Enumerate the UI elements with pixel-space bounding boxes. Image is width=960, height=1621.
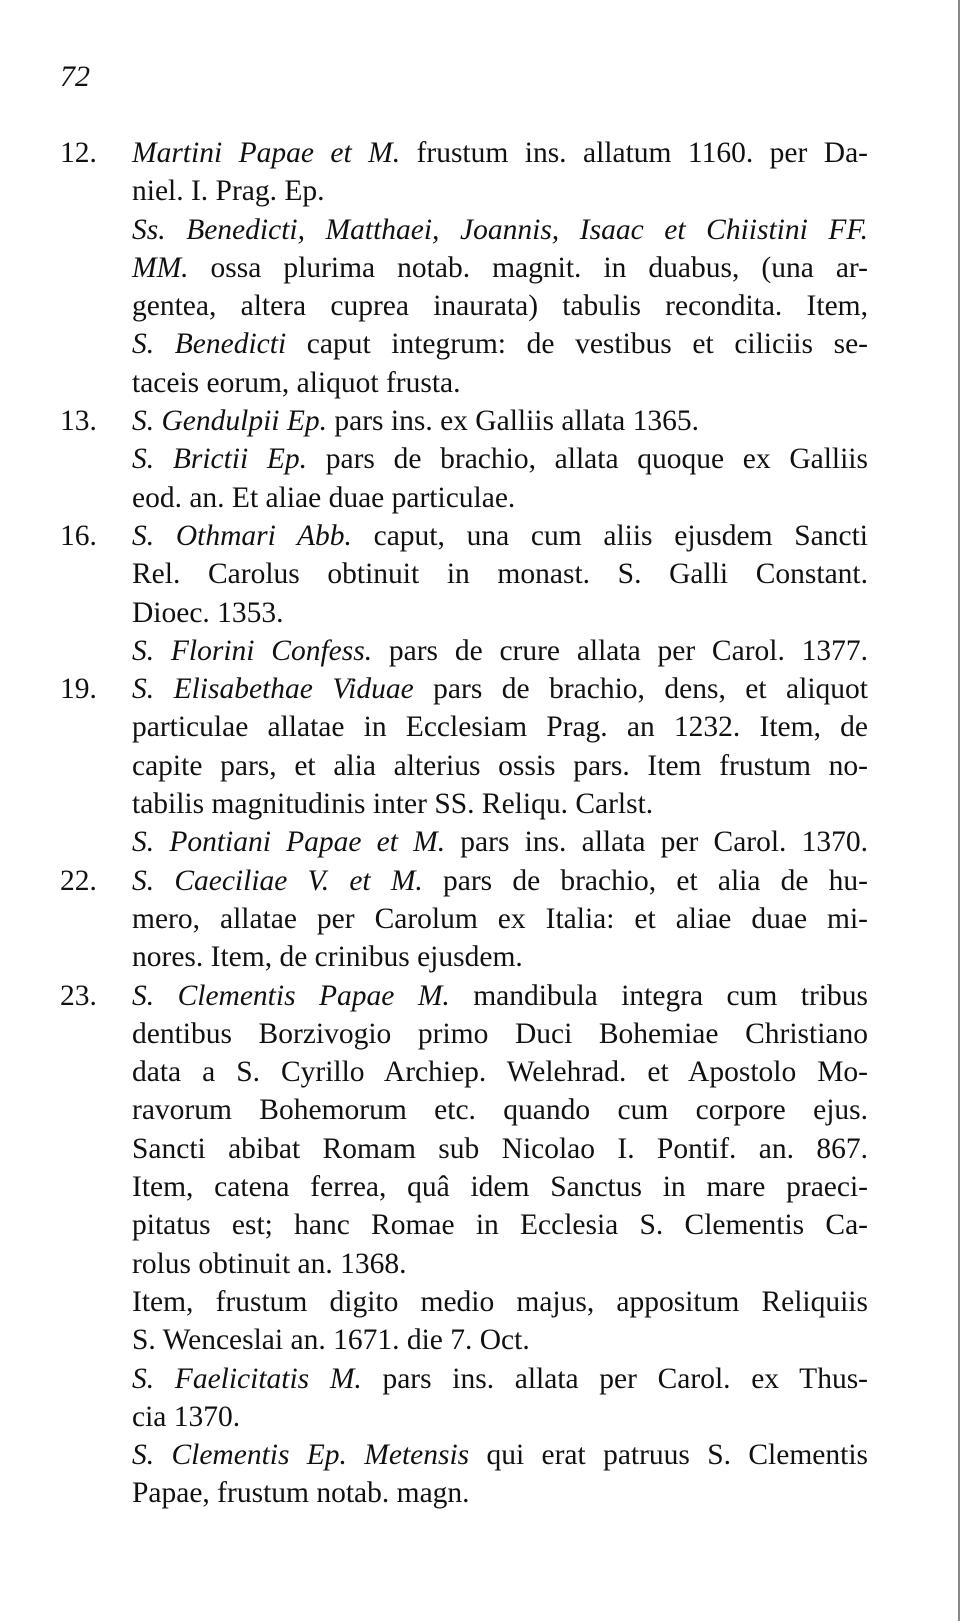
text-line [132, 479, 868, 517]
body-text [60, 134, 868, 1513]
entry-text [132, 977, 868, 1283]
text-segment: data a S. Cyrillo Archiep. Welehrad. et Apostolo Mo- [132, 1056, 868, 1089]
text-line [132, 1015, 868, 1053]
text-segment: particulae allatae in Ecclesiam Prag. an 1232. Item, de [132, 711, 868, 744]
text-line [132, 1283, 868, 1321]
text-line [132, 823, 868, 861]
entry-number: 19. [60, 673, 97, 706]
saint-name: S. Clementis Papae M. [132, 979, 450, 1012]
entry-text [132, 823, 868, 861]
text-segment: dentibus Borzivogio primo Duci Bohemiae Christiano [132, 1017, 868, 1050]
text-segment: pars ins. allata per Carol. ex Thus- [361, 1362, 868, 1395]
text-segment: Sancti abibat Romam sub Nicolao I. Pontif. an. 867. [132, 1132, 868, 1165]
text-line [132, 172, 868, 210]
text-line [132, 670, 868, 708]
entry-text [132, 1360, 868, 1437]
text-segment: pars de brachio, et alia de hu- [422, 864, 868, 897]
text-segment: taceis eorum, aliquot frusta. [132, 366, 461, 399]
entry-number: 13. [60, 405, 97, 438]
entry-text [132, 1436, 868, 1513]
text-segment: pars de brachio, allata quoque ex Galliis [307, 443, 868, 476]
text-line [132, 249, 868, 287]
text-line [132, 1206, 868, 1244]
text-line [132, 1245, 868, 1283]
text-segment: eod. an. Et aliae duae particulae. [132, 481, 516, 514]
relic-entry [60, 670, 868, 823]
text-segment: pars de brachio, dens, et aliquot [413, 673, 868, 706]
text-line [132, 1091, 868, 1129]
relic-entry [60, 211, 868, 402]
relic-entry [60, 402, 868, 440]
relic-entry [60, 1360, 868, 1437]
text-segment: gentea, altera cuprea inaurata) tabulis recondita. Item, [132, 290, 868, 323]
text-segment: capite pars, et alia alterius ossis pars. Item frustum no- [132, 749, 868, 782]
relic-entry [60, 823, 868, 861]
text-segment: rolus obtinuit an. 1368. [132, 1247, 407, 1280]
text-segment: Item, catena ferrea, quâ idem Sanctus in mare praeci- [132, 1171, 868, 1204]
saint-name: S. Othmari Abb. [132, 519, 352, 552]
saint-name: S. Caeciliae V. et M. [132, 864, 423, 897]
text-segment: ravorum Bohemorum etc. quando cum corpore ejus. [132, 1094, 868, 1127]
entry-number: 16. [60, 519, 97, 552]
saint-name: Ss. Benedicti, Matthaei, Joannis, Isaac et Chiistini FF. [132, 213, 868, 246]
text-line [132, 402, 868, 440]
text-segment: pars ins. ex Galliis allata 1365. [327, 405, 699, 438]
text-segment: Dioec. 1353. [132, 596, 284, 629]
entry-text [132, 517, 868, 632]
text-segment: pars de crure allata per Carol. 1377. [372, 634, 868, 667]
relic-entry [60, 632, 868, 670]
saint-name: S. Pontiani Papae et M. [132, 826, 446, 859]
relic-entry [60, 862, 868, 977]
text-line [132, 1398, 868, 1436]
relic-entry [60, 1436, 868, 1513]
text-line [132, 555, 868, 593]
entry-text [132, 211, 868, 402]
text-line [132, 364, 868, 402]
text-line [132, 1130, 868, 1168]
text-line [132, 594, 868, 632]
relic-entry [60, 977, 868, 1283]
text-line [132, 1474, 868, 1512]
text-segment: mandibula integra cum tribus [449, 979, 868, 1012]
entry-text [132, 402, 868, 440]
relic-entry [60, 517, 868, 632]
text-line [132, 134, 868, 172]
entry-number: 22. [60, 864, 97, 897]
text-segment: S. Wenceslai an. 1671. die 7. Oct. [132, 1324, 530, 1357]
text-line [132, 632, 868, 670]
text-line [132, 1436, 868, 1474]
page-number: 72 [60, 60, 90, 93]
text-segment: mero, allatae per Carolum ex Italia: et aliae duae mi- [132, 902, 868, 935]
entry-text [132, 134, 868, 211]
text-line [132, 862, 868, 900]
saint-name: S. Benedicti [132, 328, 287, 361]
text-line [132, 1321, 868, 1359]
text-line [132, 938, 868, 976]
text-segment: caput, una cum aliis ejusdem Sancti [351, 519, 868, 552]
text-segment: nores. Item, de crinibus ejusdem. [132, 941, 523, 974]
saint-name: S. Gendulpii Ep. [132, 405, 328, 438]
text-line [132, 900, 868, 938]
text-segment: niel. I. Prag. Ep. [132, 175, 325, 208]
relic-entry [60, 134, 868, 211]
text-segment: Rel. Carolus obtinuit in monast. S. Galli Constant. [132, 558, 868, 591]
text-segment: Papae, frustum notab. magn. [132, 1477, 470, 1510]
text-line [132, 747, 868, 785]
text-segment: cia 1370. [132, 1400, 241, 1433]
text-line [132, 1360, 868, 1398]
text-segment: qui erat patruus S. Clementis [469, 1439, 868, 1472]
text-segment: tabilis magnitudinis inter SS. Reliqu. Carlst. [132, 788, 654, 821]
saint-name: S. Florini Confess. [132, 634, 373, 667]
text-line [132, 708, 868, 746]
text-segment: pars ins. allata per Carol. 1370. [445, 826, 868, 859]
text-line [132, 440, 868, 478]
text-line [132, 211, 868, 249]
text-segment: pitatus est; hanc Romae in Ecclesia S. Clementis Ca- [132, 1209, 868, 1242]
entry-text [132, 862, 868, 977]
saint-name: Martini Papae et M. [132, 137, 401, 169]
text-line [132, 325, 868, 363]
text-line [132, 287, 868, 325]
relic-entry [60, 1283, 868, 1360]
text-line [132, 977, 868, 1015]
relic-entry [60, 440, 868, 517]
entry-text [132, 440, 868, 517]
saint-name: S. Elisabethae Viduae [132, 673, 414, 706]
entry-number: 12. [60, 137, 97, 169]
text-segment: Item, frustum digito medio majus, appositum Reliquiis [132, 1285, 868, 1318]
saint-name: S. Brictii Ep. [132, 443, 308, 476]
saint-name: S. Clementis Ep. Metensis [132, 1439, 470, 1472]
entry-text [132, 1283, 868, 1360]
text-segment: frustum ins. allatum 1160. per Da- [400, 137, 868, 169]
text-line [132, 1168, 868, 1206]
entry-text [132, 670, 868, 823]
entry-number: 23. [60, 979, 97, 1012]
saint-name: MM. [132, 251, 189, 284]
text-line [132, 785, 868, 823]
entry-text [132, 632, 868, 670]
saint-name: S. Faelicitatis M. [132, 1362, 362, 1395]
text-segment: caput integrum: de vestibus et ciliciis se- [286, 328, 868, 361]
text-segment: ossa plurima notab. magnit. in duabus, (una ar- [188, 251, 868, 284]
text-line [132, 1053, 868, 1091]
text-line [132, 517, 868, 555]
